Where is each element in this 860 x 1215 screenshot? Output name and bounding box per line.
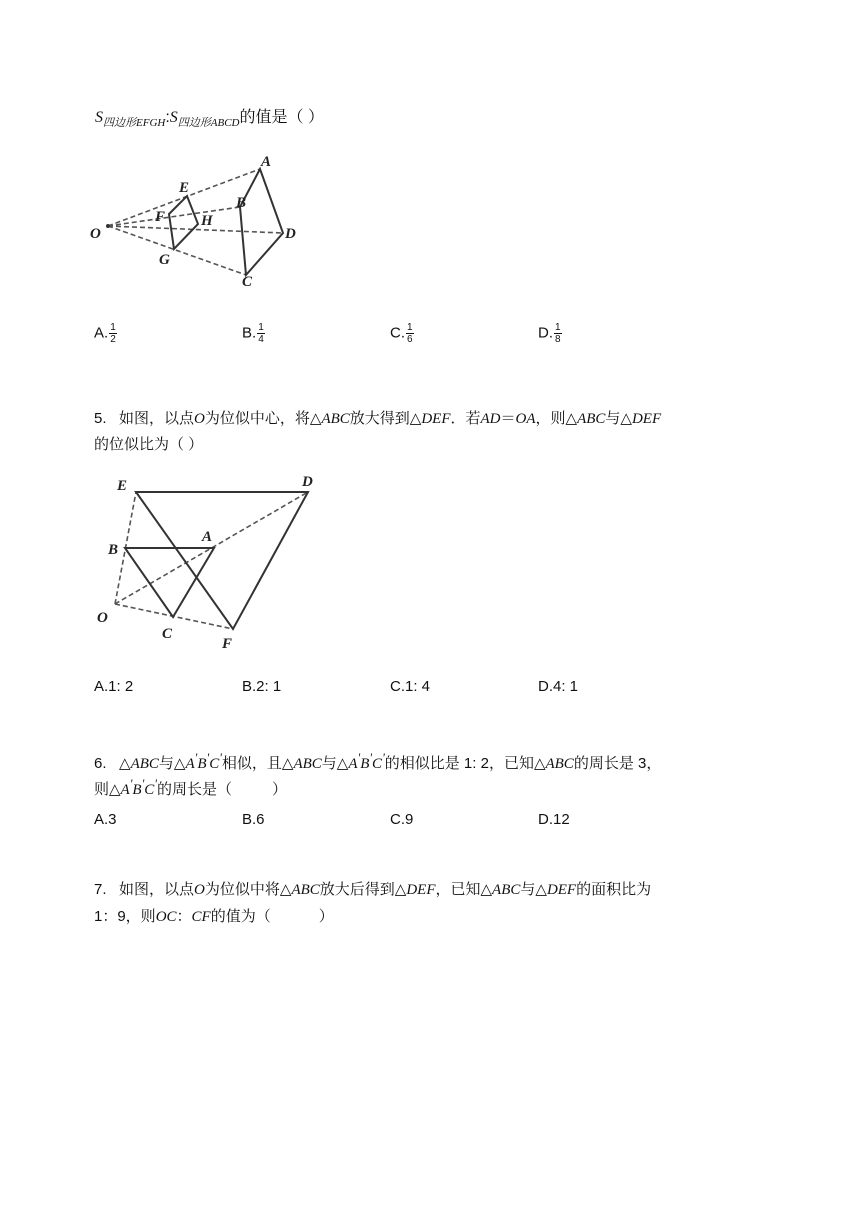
q4-label-a: A — [261, 154, 272, 170]
q4-label-o: O — [90, 226, 101, 242]
math-abc: ABC — [492, 882, 521, 898]
math-abc: ABC — [130, 756, 159, 772]
math-oa: OA — [515, 411, 536, 427]
q6-option-a[interactable]: A.3 — [94, 811, 117, 828]
q7-stem-line2 — [94, 904, 334, 930]
q5-text: 放大得到△ — [349, 410, 422, 427]
option-letter: D. — [538, 324, 553, 342]
q4-quad-abcd — [240, 169, 283, 275]
q4-sub1: 四边形EFGH — [103, 117, 166, 129]
q7-text: 的面积比为 — [576, 881, 652, 898]
math-abc: ABC — [291, 882, 320, 898]
q5-text: ，则△ — [535, 410, 578, 427]
q4-label-c: C — [242, 274, 253, 290]
fraction: $\frac{1}{8}$ — [555, 322, 561, 345]
q6-text: 的周长是 3， — [573, 755, 662, 772]
q7-text: 如图，以点 — [119, 881, 195, 898]
q6-option-b[interactable]: B.6 — [242, 811, 265, 828]
q4-option-b[interactable] — [242, 322, 265, 345]
q6-number: 6. — [94, 755, 107, 772]
q5-text: ．若 — [450, 410, 481, 427]
q5-label-o: O — [97, 610, 108, 626]
q7-text: 与△ — [520, 881, 547, 898]
q4-s2: S — [169, 109, 178, 126]
math-cf: CF — [191, 909, 211, 925]
q6-option-c[interactable]: C.9 — [390, 811, 414, 828]
q6-text: 与△ — [321, 755, 349, 772]
q6-option-d[interactable]: D.12 — [538, 811, 570, 828]
q5-option-a[interactable]: A.1: 2 — [94, 678, 134, 695]
q7-text: 放大后得到△ — [319, 881, 407, 898]
q5-label-c: C — [162, 626, 173, 642]
math-def: DEF — [421, 411, 451, 427]
math-abc: ABC — [545, 756, 574, 772]
q7-text: 的值为（ — [210, 908, 271, 925]
q4-label-b: B — [236, 195, 247, 211]
option-letter: A. — [94, 324, 109, 342]
q4-ray-oc — [108, 226, 246, 275]
q5-label-e: E — [117, 478, 128, 494]
option-letter: C. — [390, 324, 405, 342]
q7-text: 为位似中将△ — [204, 881, 292, 898]
q5-stem-line2: 的位似比为（ ） — [94, 436, 204, 453]
q4-ratio-tail: 的值是（ ） — [239, 109, 324, 126]
q5-label-d: D — [302, 474, 313, 490]
q5-label-b: B — [108, 542, 119, 558]
math-a-prime: A'B'C' — [185, 751, 222, 772]
q4-colon: : — [165, 109, 170, 126]
math-def: DEF — [631, 411, 662, 427]
math-a-prime: A'B'C' — [348, 751, 385, 772]
q6-text: 的周长是（ — [156, 781, 232, 798]
math-oc: OC — [155, 909, 177, 925]
q6-text: 的相似比是 1: 2，已知△ — [384, 755, 546, 772]
q5-label-a: A — [202, 529, 213, 545]
q5-number: 5. — [94, 410, 107, 427]
q7-number: 7. — [94, 881, 107, 898]
q7-text: ，已知△ — [435, 881, 493, 898]
q7-text: ） — [318, 908, 334, 925]
q5-text: 如图，以点 — [119, 410, 195, 427]
q7-text: ： — [176, 908, 192, 925]
q6-text: 与△ — [158, 755, 186, 772]
q4-label-f: F — [155, 209, 166, 225]
q4-option-d[interactable] — [538, 322, 562, 345]
q4-label-h: H — [201, 213, 213, 229]
math-o: O — [194, 411, 205, 427]
q4-s1: S — [95, 109, 103, 126]
fraction: $\frac{1}{6}$ — [407, 322, 413, 345]
fraction: $\frac{1}{2}$ — [110, 322, 116, 345]
q6-text: 相似，且△ — [221, 755, 294, 772]
q4-point-o — [106, 224, 110, 228]
q4-figure — [85, 150, 315, 295]
math-a-prime: A'B'C' — [120, 777, 157, 798]
math-abc: ABC — [293, 756, 322, 772]
math-def: DEF — [546, 882, 577, 898]
q7-stem-line1 — [94, 877, 651, 903]
q5-text: ＝ — [500, 410, 516, 427]
q6-text: △ — [119, 755, 131, 772]
math-abc: ABC — [577, 411, 606, 427]
math-abc: ABC — [321, 411, 350, 427]
q5-option-d[interactable]: D.4: 1 — [538, 678, 579, 695]
q6-text: 则△ — [94, 781, 121, 798]
q4-option-c[interactable] — [390, 322, 414, 345]
q5-text: 为位似中心，将△ — [204, 410, 322, 427]
option-letter: B. — [242, 324, 257, 342]
q4-sub2: 四边形ABCD — [177, 117, 240, 129]
q4-option-a[interactable] — [94, 322, 117, 345]
q4-label-e: E — [179, 180, 190, 196]
q5-figure — [90, 468, 330, 653]
q4-label-d: D — [285, 226, 296, 242]
math-ad: AD — [480, 411, 501, 427]
q5-text: 与△ — [605, 410, 632, 427]
fraction: $\frac{1}{4}$ — [258, 322, 264, 345]
q5-stem-line1 — [94, 406, 661, 432]
q6-stem-line2 — [94, 771, 287, 803]
q6-text: ） — [271, 781, 287, 798]
q7-text: 1：9，则 — [94, 908, 156, 925]
q4-ratio-line — [95, 104, 324, 127]
q4-quad-efgh — [169, 196, 198, 249]
q5-label-f: F — [222, 636, 233, 652]
q5-option-b[interactable]: B.2: 1 — [242, 678, 282, 695]
q5-triangle-def — [136, 492, 308, 629]
math-o: O — [194, 882, 205, 898]
math-def: DEF — [406, 882, 436, 898]
q4-label-g: G — [159, 252, 170, 268]
q5-option-c[interactable]: C.1: 4 — [390, 678, 431, 695]
